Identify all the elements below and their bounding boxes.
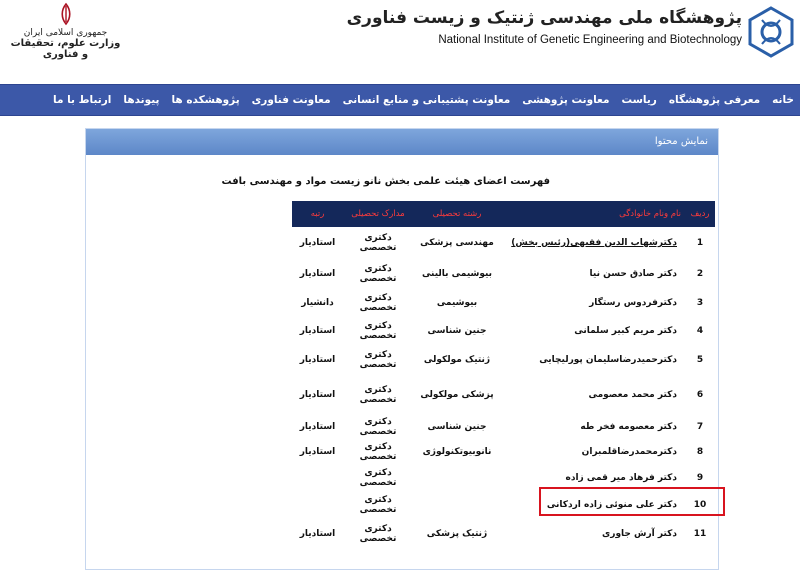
row-rank: استادیار (299, 326, 336, 336)
table-row (292, 465, 715, 491)
table-row (292, 439, 715, 465)
row-num: 6 (696, 390, 704, 400)
row-name: دکتر صادق حسن نیا (589, 268, 677, 279)
row-rank: استادیار (299, 268, 336, 279)
row-name: دکتر علی منوئی زاده اردکانی (546, 500, 677, 510)
nav-links[interactable]: پیوندها (123, 94, 160, 106)
faculty-list-title: فهرست اعضای هیئت علمی بخش نانو زیست مواد و مهندسی بافت (221, 176, 550, 187)
iran-emblem-icon (55, 2, 77, 26)
nav-technology-deputy[interactable]: معاونت فناوری (251, 94, 331, 106)
row-field: ژنتیک مولکولی (423, 355, 491, 365)
ministry-line1: جمهوری اسلامی ایران (23, 28, 108, 38)
row-degree: دکتری تخصصی (359, 321, 397, 341)
row-num: 7 (696, 422, 704, 432)
row-name-link[interactable]: دکترشهاب الدین فقیهی(رئیس بخش) (511, 238, 677, 248)
row-num: 4 (696, 326, 704, 336)
table-row (292, 345, 715, 375)
row-rank: استادیار (299, 529, 336, 539)
row-rank: استادیار (299, 447, 336, 457)
row-rank: استادیار (299, 422, 336, 432)
row-field: ژنتیک پزشکی (426, 529, 488, 539)
table-row (292, 415, 715, 439)
header-num: ردیف (685, 201, 715, 227)
row-degree: دکتری تخصصی (359, 442, 397, 462)
institute-name-fa: پژوهشگاه ملی مهندسی ژنتیک و زیست فناوری (346, 8, 742, 28)
row-field: مهندسی پزشکی (420, 238, 494, 248)
row-num: 11 (693, 529, 707, 539)
row-field (413, 465, 501, 491)
row-degree: دکتری تخصصی (359, 495, 397, 515)
table-row (292, 317, 715, 345)
row-rank: دانشیار (301, 297, 334, 308)
table-row (292, 519, 715, 549)
row-num: 2 (696, 268, 704, 279)
row-name: دکتر معصومه فخر طه (580, 422, 677, 432)
row-name: دکتر آرش جاوری (602, 529, 677, 539)
row-name: دکترمحمدرضاقلمبران (581, 447, 677, 457)
row-num: 5 (696, 355, 704, 365)
header-name: نام ونام خانوادگی (501, 201, 685, 227)
table-row (292, 491, 715, 519)
row-rank: استادیار (299, 390, 336, 400)
row-name: دکتر محمد معصومی (588, 390, 677, 400)
row-rank: استادیار (299, 355, 336, 365)
row-num: 8 (696, 447, 704, 457)
row-field (413, 491, 501, 519)
row-degree: دکتری تخصصی (359, 233, 397, 253)
row-num: 9 (696, 473, 704, 483)
table-row (292, 227, 715, 259)
row-num: 10 (693, 500, 707, 510)
nav-about[interactable]: معرفی پژوهشگاه (668, 94, 761, 106)
content-panel (85, 128, 719, 570)
row-num: 3 (696, 297, 704, 308)
row-degree: دکتری تخصصی (359, 385, 397, 405)
row-num: 1 (696, 238, 704, 248)
header-degree: مدارک تحصیلی (343, 201, 413, 227)
row-field: پزشکی مولکولی (420, 390, 494, 400)
row-rank: استادیار (299, 238, 336, 248)
row-field: جنین شناسی (427, 326, 487, 336)
nav-contact[interactable]: ارتباط با ما (53, 94, 112, 106)
row-degree: دکتری تخصصی (359, 292, 397, 313)
header-rank: رتبه (292, 201, 343, 227)
nav-research-deputy[interactable]: معاونت پژوهشی (522, 94, 610, 106)
nav-home[interactable]: خانه (772, 94, 794, 106)
panel-title: نمایش محتوا (86, 129, 718, 155)
institute-name (347, 8, 742, 46)
ministry-logo (8, 2, 123, 64)
ministry-line2: وزارت علوم، تحقیقات و فناوری (10, 38, 121, 60)
row-rank (292, 491, 343, 519)
institute-name-en: National Institute of Genetic Engineering and Biotechnology (438, 34, 742, 46)
row-name: دکتر مریم کبیر سلمانی (574, 326, 677, 336)
site-header (0, 0, 800, 84)
header-field: رشته تحصیلی (413, 201, 501, 227)
faculty-table (292, 201, 715, 549)
nav-support-deputy[interactable]: معاونت پشتیبانی و منابع انسانی (342, 94, 511, 106)
row-name: دکتر فرهاد میر قمی زاده (565, 473, 677, 483)
row-field: بیوشیمی (436, 297, 478, 308)
row-name: دکترحمیدرضاسلیمان پورلیچایی (539, 355, 677, 365)
row-field: بیوشیمی بالینی (421, 268, 493, 279)
row-degree: دکتری تخصصی (359, 263, 397, 284)
row-field: نانوبیوتکنولوژی (422, 447, 492, 457)
table-row (292, 288, 715, 317)
row-name: دکترفردوس رستگار (589, 297, 677, 308)
row-degree: دکتری تخصصی (359, 524, 397, 544)
row-degree: دکتری تخصصی (359, 468, 397, 488)
row-degree: دکتری تخصصی (359, 350, 397, 370)
row-rank (292, 465, 343, 491)
table-row (292, 259, 715, 288)
table-header-row (292, 201, 715, 227)
row-field: جنین شناسی (427, 422, 487, 432)
nav-presidency[interactable]: ریاست (621, 94, 657, 106)
institute-logo-icon (748, 6, 794, 58)
row-degree: دکتری تخصصی (359, 417, 397, 437)
nav-research-institutes[interactable]: پژوهشکده ها (171, 94, 240, 106)
table-row (292, 375, 715, 415)
main-nav (0, 84, 800, 116)
